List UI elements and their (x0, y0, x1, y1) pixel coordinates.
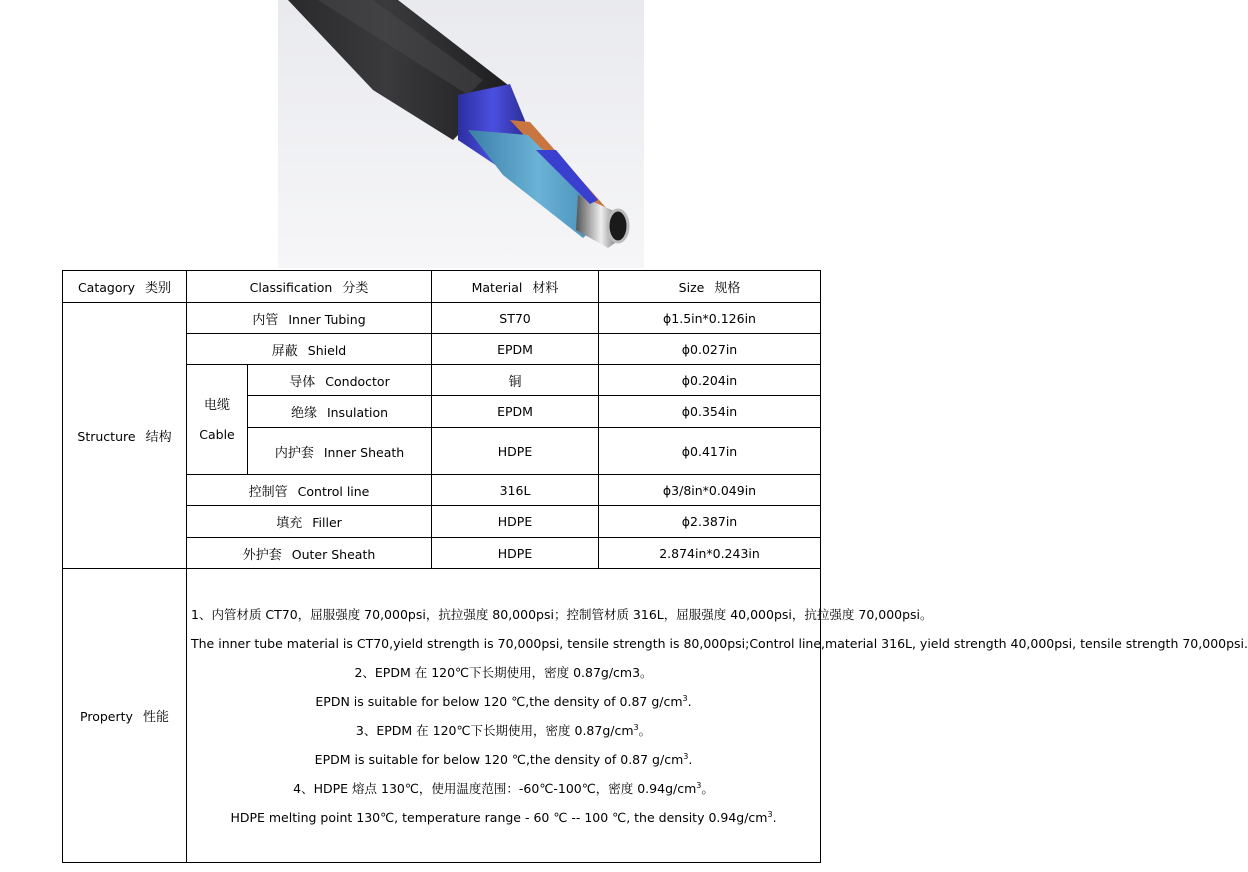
size-cell: ϕ2.387in (599, 506, 821, 538)
property-line-8 (191, 803, 816, 832)
header-category-cn: 类别 (145, 281, 172, 296)
property-label-cn: 性能 (142, 710, 169, 725)
header-size-cn: 规格 (714, 281, 741, 296)
classification-cn: 屏蔽 (271, 343, 298, 359)
header-material (432, 271, 599, 303)
cable-cross-section-illustration (278, 0, 644, 268)
header-size (599, 271, 821, 303)
structure-label-en: Structure (77, 429, 136, 444)
size-cell: ϕ0.204in (599, 365, 821, 396)
classification-en: Control line (297, 483, 370, 499)
period: . (687, 693, 692, 709)
header-row (63, 271, 821, 303)
classification-en: Outer Sheath (291, 546, 376, 562)
property-line-4-text: EPDN is suitable for below 120 ℃,the density of 0.87 g/cm (315, 693, 683, 709)
size-cell: ϕ1.5in*0.126in (599, 303, 821, 334)
property-line-5 (191, 716, 816, 745)
specification-table (62, 270, 1248, 863)
property-label-en: Property (80, 709, 133, 724)
header-classification (187, 271, 432, 303)
header-classification-cn: 分类 (342, 281, 369, 296)
structure-label-cn: 结构 (145, 430, 172, 445)
size-cell: ϕ0.417in (599, 428, 821, 475)
classification-cn: 导体 (289, 374, 316, 390)
size-cell: ϕ0.027in (599, 334, 821, 365)
cable-product-photo (278, 0, 644, 268)
property-line-6 (191, 745, 816, 774)
size-cell: ϕ3/8in*0.049in (599, 475, 821, 506)
structure-label-cell (63, 303, 187, 569)
property-line-1: 1、内管材质 CT70，屈服强度 70,000psi，抗拉强度 80,000psi；控制管材质 316L，屈服强度 40,000psi，抗拉强度 70,000psi。 (191, 606, 933, 622)
classification-en: Inner Tubing (288, 311, 366, 327)
material-cell: HDPE (432, 538, 599, 569)
classification-cn: 内管 (252, 312, 279, 328)
classification-cell (187, 506, 432, 538)
property-line-8-text: HDPE melting point 130℃, temperature range - 60 ℃ -- 100 ℃, the density 0.94g/cm (230, 809, 768, 825)
size-cell: ϕ0.354in (599, 396, 821, 428)
material-cell: 316L (432, 475, 599, 506)
superscript-3: 3 (682, 693, 688, 703)
header-size-en: Size (678, 280, 705, 295)
material-cell: HDPE (432, 428, 599, 475)
classification-cn: 外护套 (242, 547, 282, 563)
cable-label-cn: 电缆 (203, 397, 230, 413)
property-line-6-text: EPDM is suitable for below 120 ℃,the density of 0.87 g/cm (314, 751, 684, 767)
superscript-3: 3 (683, 751, 689, 761)
superscript-3: 3 (633, 722, 639, 732)
cable-group-cell (187, 365, 248, 475)
header-material-cn: 材料 (532, 281, 559, 296)
classification-cn: 绝缘 (290, 406, 317, 421)
material-cell: HDPE (432, 506, 599, 538)
header-material-en: Material (471, 280, 523, 295)
header-category (63, 271, 187, 303)
classification-cn: 内护套 (274, 445, 314, 461)
classification-en: Condoctor (325, 373, 390, 389)
classification-en: Shield (307, 342, 347, 358)
classification-cn: 填充 (276, 516, 303, 531)
classification-cell (187, 334, 432, 365)
period: . (772, 809, 777, 825)
superscript-3: 3 (767, 809, 773, 819)
classification-cell (187, 475, 432, 506)
table-row (63, 303, 821, 334)
property-line-2: The inner tube material is CT70,yield strength is 70,000psi, tensile strength is 80,000psi;Control line,material 316L, yield strength 40,000psi, tensile strength 70,000psi. (191, 635, 1248, 651)
superscript-3: 3 (696, 780, 702, 790)
property-line-7 (191, 774, 816, 803)
property-text-cell (187, 569, 1248, 863)
classification-cell (187, 303, 432, 334)
cable-label-en: Cable (199, 426, 235, 442)
property-label-cell (63, 569, 187, 863)
classification-en: Filler (312, 515, 342, 530)
property-row (63, 569, 821, 863)
material-cell: 铜 (432, 365, 599, 396)
header-category-en: Catagory (77, 280, 136, 295)
material-cell: ST70 (432, 303, 599, 334)
size-cell: 2.874in*0.243in (599, 538, 821, 569)
period: 。 (701, 780, 714, 796)
property-line-7-text: 4、HDPE 熔点 130℃，使用温度范围：-60℃-100℃，密度 0.94g/cm (293, 780, 697, 796)
period: . (688, 751, 693, 767)
classification-cell (248, 428, 432, 475)
classification-cell (248, 396, 432, 428)
header-classification-en: Classification (249, 280, 333, 295)
classification-en: Inner Sheath (323, 444, 405, 460)
classification-cell (248, 365, 432, 396)
property-line-5-text: 3、EPDM 在 120℃下长期使用，密度 0.87g/cm (355, 722, 634, 738)
classification-cn: 控制管 (248, 484, 288, 500)
material-cell: EPDM (432, 396, 599, 428)
property-line-4 (191, 687, 816, 716)
classification-en: Insulation (326, 405, 389, 420)
period: 。 (638, 722, 652, 738)
material-cell: EPDM (432, 334, 599, 365)
classification-cell (187, 538, 432, 569)
property-line-3: 2、EPDM 在 120℃下长期使用，密度 0.87g/cm3。 (354, 664, 653, 680)
